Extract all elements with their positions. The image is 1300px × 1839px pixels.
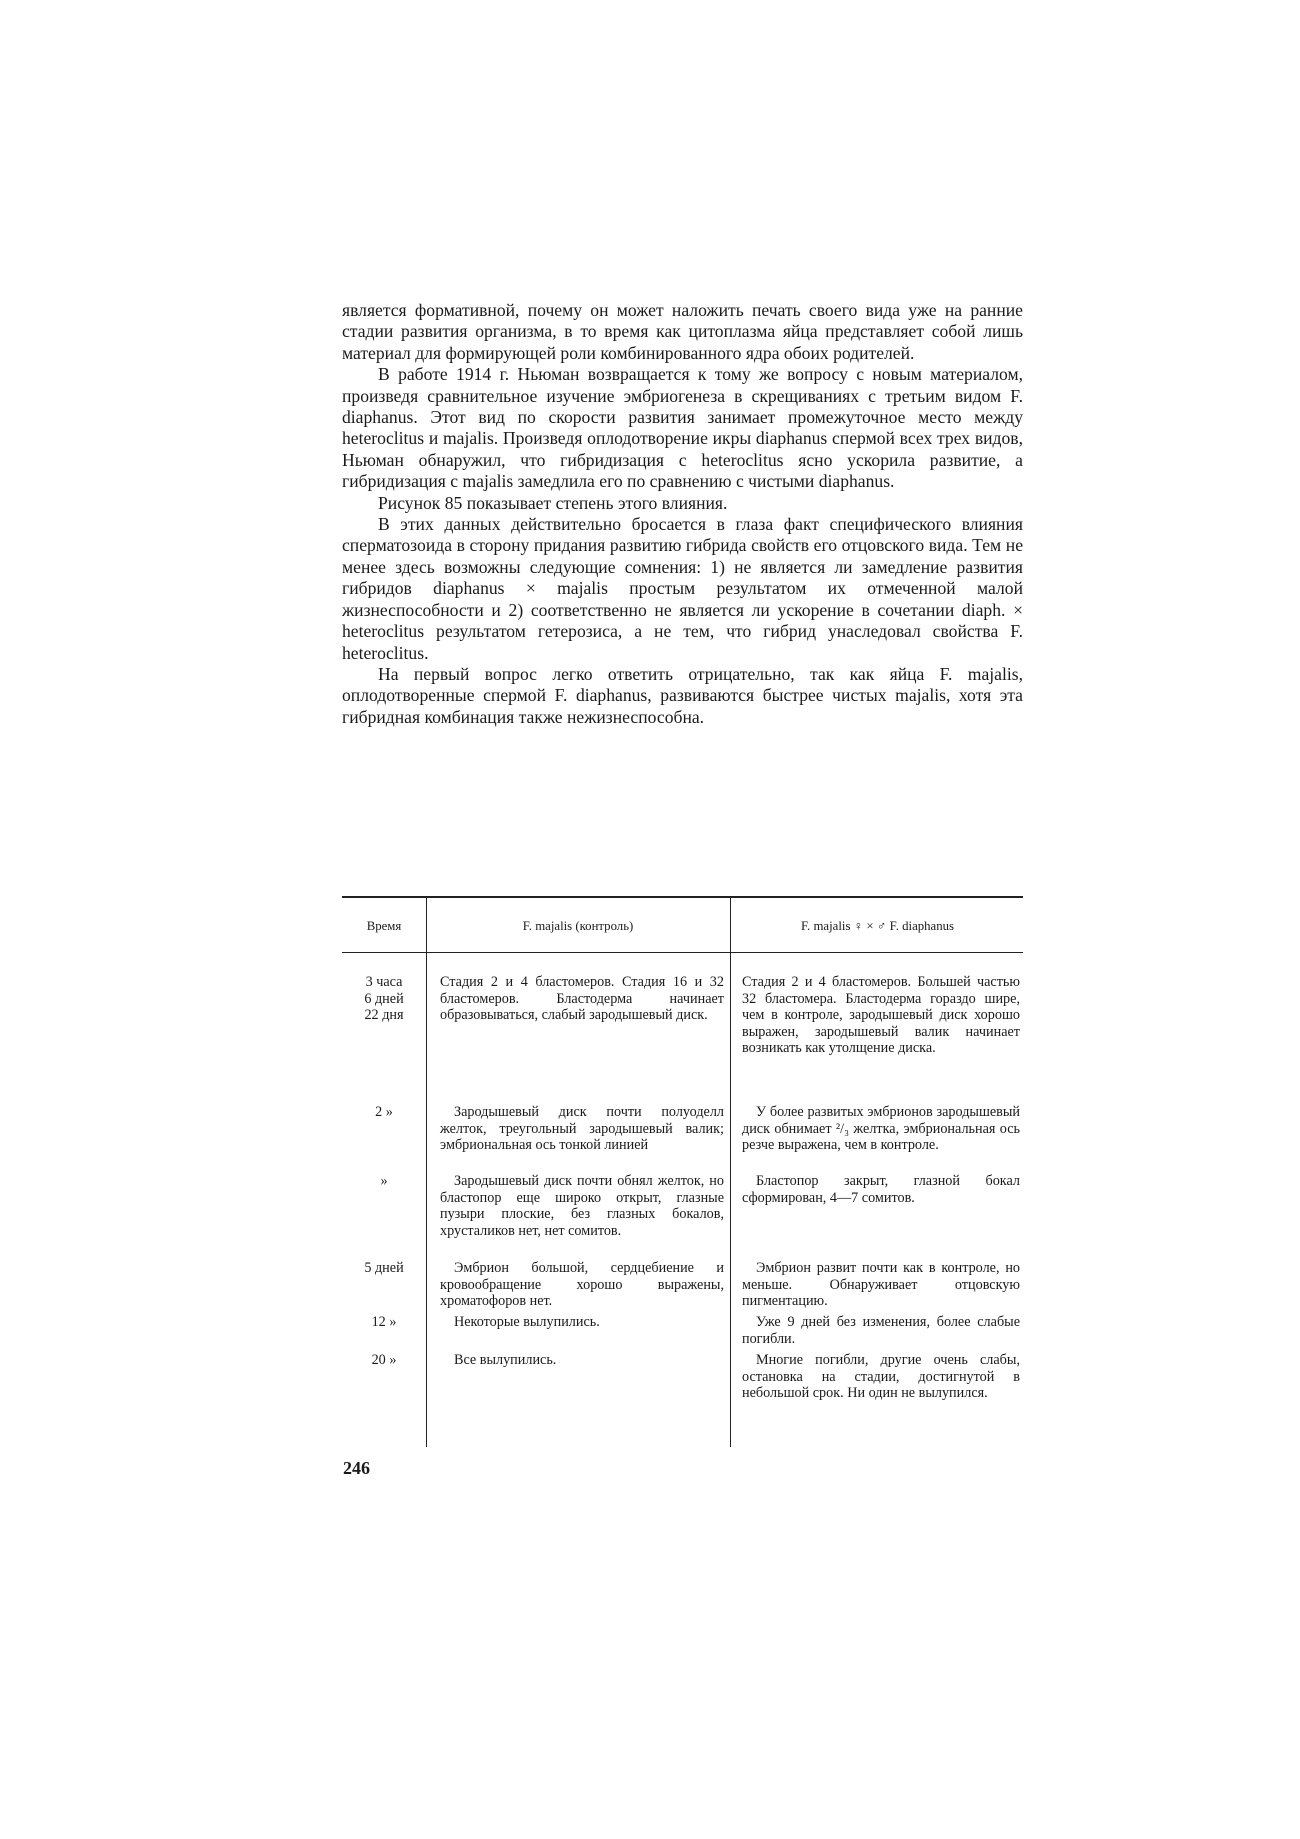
hybrid-cell: Бластопор закрыт, глазной бокал сформирован, 4—7 сомитов. xyxy=(742,1173,1020,1206)
paragraph: Рисунок 85 показывает степень этого влияния. xyxy=(378,492,728,513)
page-number: 246 xyxy=(343,1458,370,1478)
hybrid-cell: Эмбрион развит почти как в контроле, но меньше. Обнаруживает отцовскую пигментацию. xyxy=(742,1260,1020,1310)
time-cell: 5 дней xyxy=(364,1260,404,1276)
control-cell: Стадия 2 и 4 бластомеров. Стадия 16 и 32 бластомеров. Бластодерма начинает образовываться, слабый зародышевый диск. xyxy=(440,974,724,1024)
header-hybrid: F. majalis ♀ × ♂ F. diaphanus xyxy=(800,919,955,933)
time-cell: 3 часа 6 дней 22 дня xyxy=(364,974,404,1024)
body-text xyxy=(342,300,1023,728)
hybrid-cell: У более развитых эмбрионов зародышевый диск обнимает ²/₃ желтка, эмбриональная ось резче выражена, чем в контроле. xyxy=(742,1104,1020,1154)
hybrid-cell: Уже 9 дней без изменения, более слабые погибли. xyxy=(742,1314,1020,1347)
column-divider xyxy=(426,896,427,1447)
paragraph: В этих данных действительно бросается в глаза факт специфического влияния сперматозоида в сторону придания развитию гибрида свойств его отцовского вида. Тем не менее здесь возможны следующие сомнения: 1) не является ли замедление развития гибридов diaphanus × majalis простым результатом их отмеченной малой жизнеспособности и 2) соответственно не является ли ускорение в сочетании diaph. × heteroclitus результатом гетерозиса, а не тем, что гибрид унаследовал свойства F. heteroclitus. xyxy=(342,514,1023,663)
table-header-rule xyxy=(342,952,1023,953)
paragraph: В работе 1914 г. Ньюман возвращается к тому же вопросу с новым материалом, произведя сравнительное изучение эмбриогенеза в скрещиваниях с третьим видом F. diaphanus. Этот вид по скорости развития занимает промежуточное место между heteroclitus и majalis. Произведя оплодотворение икры diaphanus спермой всех трех видов, Ньюман обнаружил, что гибридизация с heteroclitus ясно ускорила развитие, а гибридизация с majalis замедлила его по сравнению с чистыми diaphanus. xyxy=(342,364,1023,492)
paragraph: На первый вопрос легко ответить отрицательно, так как яйца F. majalis, оплодотворенные спермой F. diaphanus, развиваются быстрее чистых majalis, хотя эта гибридная комбинация также нежизнеспособна. xyxy=(342,663,1023,727)
control-cell: Зародышевый диск почти полуоделл желток, треугольный зародышевый валик; эмбриональная ось тонкой линией xyxy=(440,1104,724,1154)
hybrid-cell: Стадия 2 и 4 бластомеров. Большей частью 32 бластомера. Бластодерма гораздо шире, чем в контроле, зародышевый диск хорошо выражен, зародышевый валик начинает возникать как утолщение диска. xyxy=(742,974,1020,1057)
header-time: Время xyxy=(366,919,402,933)
time-cell: » xyxy=(380,1173,388,1189)
control-cell: Некоторые вылупились. xyxy=(454,1314,600,1330)
time-cell: 12 » xyxy=(371,1314,397,1330)
control-cell: Все вылупились. xyxy=(454,1352,557,1368)
paragraph: является формативной, почему он может наложить печать своего вида уже на ранние стадии развития организма, в то время как цитоплазма яйца представляет собой лишь материал для формирующей роли комбинированного ядра обоих родителей. xyxy=(342,300,1023,363)
header-control: F. majalis (контроль) xyxy=(522,919,634,933)
hybrid-cell: Многие погибли, другие очень слабы, остановка на стадии, достигнутой в небольшой срок. Ни один не вылупился. xyxy=(742,1352,1020,1402)
column-divider xyxy=(730,896,731,1447)
table-top-rule xyxy=(342,896,1023,898)
control-cell: Зародышевый диск почти обнял желток, но бластопор еще широко открыт, глазные пузыри плоские, без глазных бокалов, хрусталиков нет, нет сомитов. xyxy=(440,1173,724,1239)
time-cell: 20 » xyxy=(371,1352,397,1368)
time-cell: 2 » xyxy=(375,1104,393,1120)
control-cell: Эмбрион большой, сердцебиение и кровообращение хорошо выражены, хроматофоров нет. xyxy=(440,1260,724,1310)
